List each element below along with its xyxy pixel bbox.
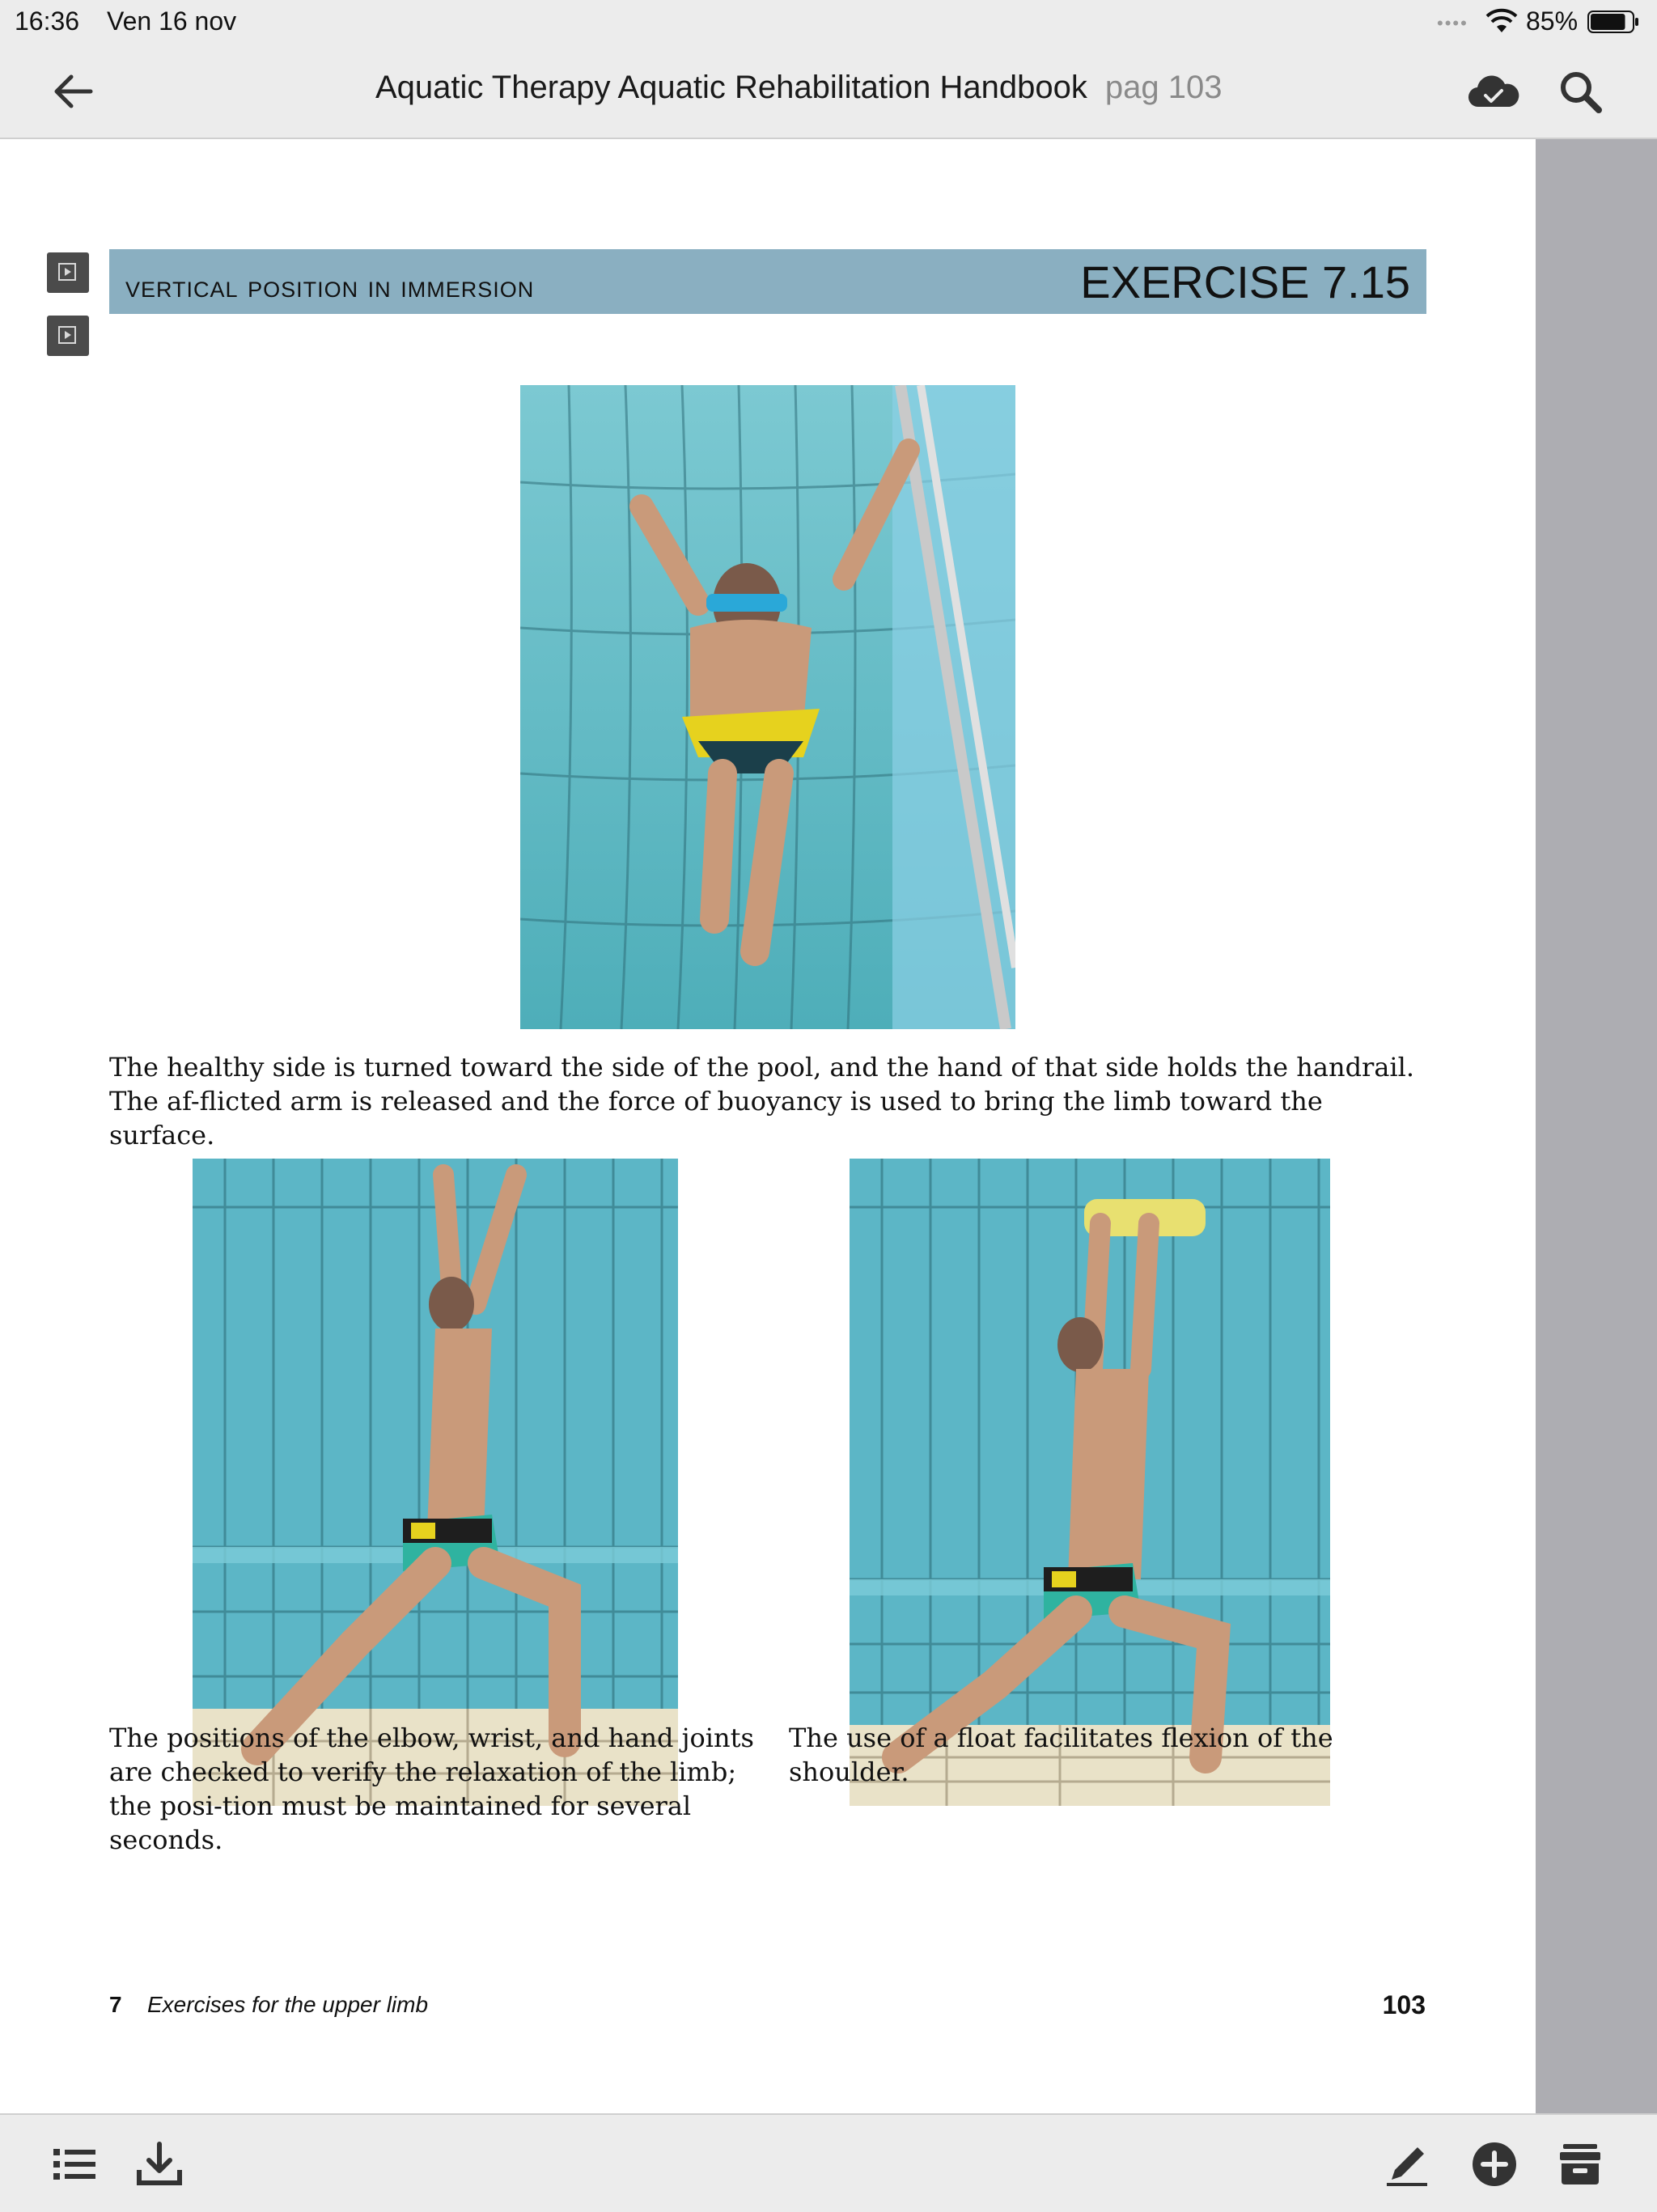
section-heading: vertical position in immersion [125, 270, 535, 304]
media-play-button-2[interactable] [47, 316, 89, 356]
signal-icon: •••• [1437, 13, 1468, 33]
footer-page-number: 103 [1382, 1990, 1426, 2019]
play-icon [58, 326, 76, 344]
footer-chapter-title: Exercises for the upper limb [147, 1992, 429, 2017]
cloud-check-icon[interactable] [1468, 70, 1519, 115]
caption-left: The positions of the elbow, wrist, and hand joints are checked to verify the relaxation of the limb; the posi-tion must be maintained for several seconds. [109, 1723, 754, 1855]
back-arrow-icon[interactable] [49, 70, 97, 113]
archive-icon[interactable] [1555, 2139, 1605, 2189]
status-date: Ven 16 nov [107, 6, 237, 36]
nav-bar [0, 45, 1657, 139]
list-icon[interactable] [50, 2139, 100, 2189]
wifi-icon [1485, 8, 1518, 34]
caption-top: The healthy side is turned toward the side of the pool, and the hand of that side holds the handrail. The af-flicted arm is released and the force of buoyancy is used to bring the limb toward the surface. [109, 1052, 1415, 1150]
status-time: 16:36 [15, 6, 80, 36]
page-gutter [1536, 139, 1657, 2113]
document-page [0, 139, 1536, 2113]
media-play-button-1[interactable] [47, 252, 89, 293]
search-icon[interactable] [1557, 68, 1605, 117]
caption-right: The use of a float facilitates flexion of the shoulder. [789, 1723, 1333, 1787]
document-title [375, 70, 1222, 106]
pencil-icon[interactable] [1382, 2139, 1432, 2189]
battery-percent: 85% [1526, 6, 1579, 36]
battery-icon [1587, 10, 1639, 34]
play-icon [58, 263, 76, 281]
download-icon[interactable] [134, 2139, 184, 2189]
bottom-toolbar [0, 2113, 1657, 2212]
photo-pool-overhead [520, 385, 1015, 1029]
page-label: pag 103 [1104, 70, 1223, 105]
add-circle-icon[interactable] [1469, 2139, 1519, 2189]
status-bar [0, 0, 1657, 45]
exercise-banner [109, 249, 1426, 314]
exercise-number: EXERCISE 7.15 [1080, 256, 1410, 307]
book-title: Aquatic Therapy Aquatic Rehabilitation Handbook [375, 70, 1087, 105]
battery-fill [1591, 14, 1625, 30]
footer-chapter-number: 7 [109, 1992, 122, 2017]
photo-kneeling-with-float [850, 1159, 1330, 1806]
photo-kneeling-arms-raised [193, 1159, 678, 1806]
